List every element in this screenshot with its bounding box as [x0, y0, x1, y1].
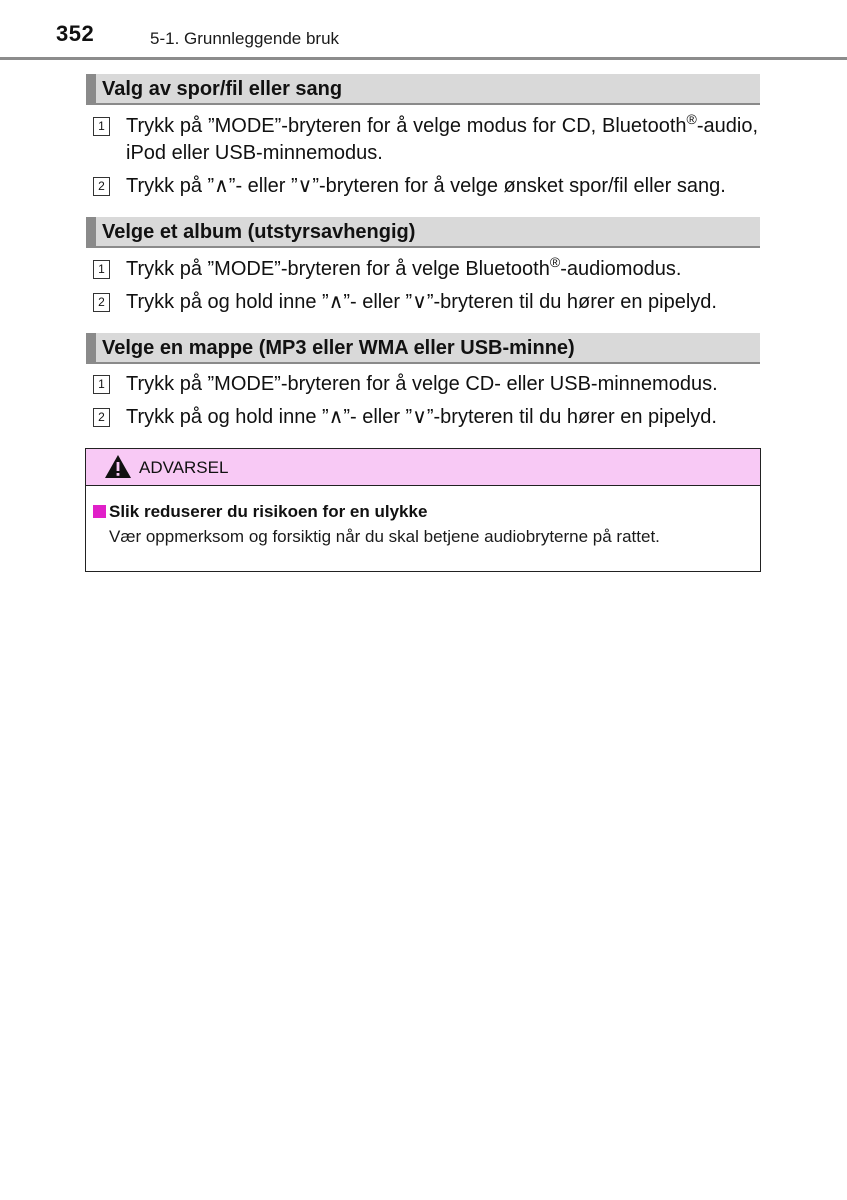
step-number-badge: 1 [93, 260, 110, 279]
step-text: Trykk på ”∧”- eller ”∨”-bryteren for å velge ønsket spor/fil eller sang. [126, 175, 726, 197]
warning-body: Vær oppmerksom og forsiktig når du skal betjene audiobryterne på rattet. [109, 527, 660, 546]
step-text [126, 113, 758, 167]
registered-mark: ® [549, 254, 561, 270]
step-text-part: -audiomodus. [560, 258, 682, 280]
step-number-badge: 1 [93, 375, 110, 394]
step-number-badge: 2 [93, 177, 110, 196]
warning-title: ADVARSEL [139, 458, 229, 477]
section-heading [86, 333, 760, 364]
section-heading [86, 217, 760, 248]
running-head: 5-1. Grunnleggende bruk [150, 29, 340, 48]
step-text [126, 256, 758, 283]
section-heading-text: Velge et album (utstyrsavhengig) [102, 221, 416, 243]
step-item [93, 173, 758, 200]
section-heading-text: Valg av spor/fil eller sang [102, 78, 343, 100]
header-rule [0, 57, 847, 60]
step-text-part: -audio, iPod eller USB-minnemodus. [126, 115, 758, 164]
step-item [93, 256, 758, 283]
step-text: Trykk på og hold inne ”∧”- eller ”∨”-bryteren til du hører en pipelyd. [126, 291, 717, 313]
step-text: Trykk på og hold inne ”∧”- eller ”∨”-bryteren til du hører en pipelyd. [126, 406, 717, 428]
section-heading-text: Velge en mappe (MP3 eller WMA eller USB-minne) [102, 337, 575, 359]
warning-triangle-icon [104, 454, 132, 479]
step-text: Trykk på ”MODE”-bryteren for å velge CD- eller USB-minnemodus. [126, 373, 718, 395]
step-text-part: Trykk på ”MODE”-bryteren for å velge Bluetooth [126, 258, 550, 280]
registered-mark: ® [686, 111, 697, 127]
warning-subtitle: Slik reduserer du risikoen for en ulykke [109, 502, 428, 521]
warning-bullet-square [93, 505, 106, 518]
step-item [93, 371, 758, 398]
step-number-badge: 2 [93, 293, 110, 312]
step-number-badge: 1 [93, 117, 110, 136]
warning-box [85, 448, 761, 572]
step-item [93, 404, 758, 431]
step-item [93, 289, 758, 316]
step-text-part: Trykk på ”MODE”-bryteren for å velge modus for CD, Bluetooth [126, 115, 687, 137]
step-item [93, 113, 758, 167]
page-number: 352 [56, 21, 95, 46]
warning-header [86, 449, 760, 486]
step-number-badge: 2 [93, 408, 110, 427]
section-heading [86, 74, 760, 105]
